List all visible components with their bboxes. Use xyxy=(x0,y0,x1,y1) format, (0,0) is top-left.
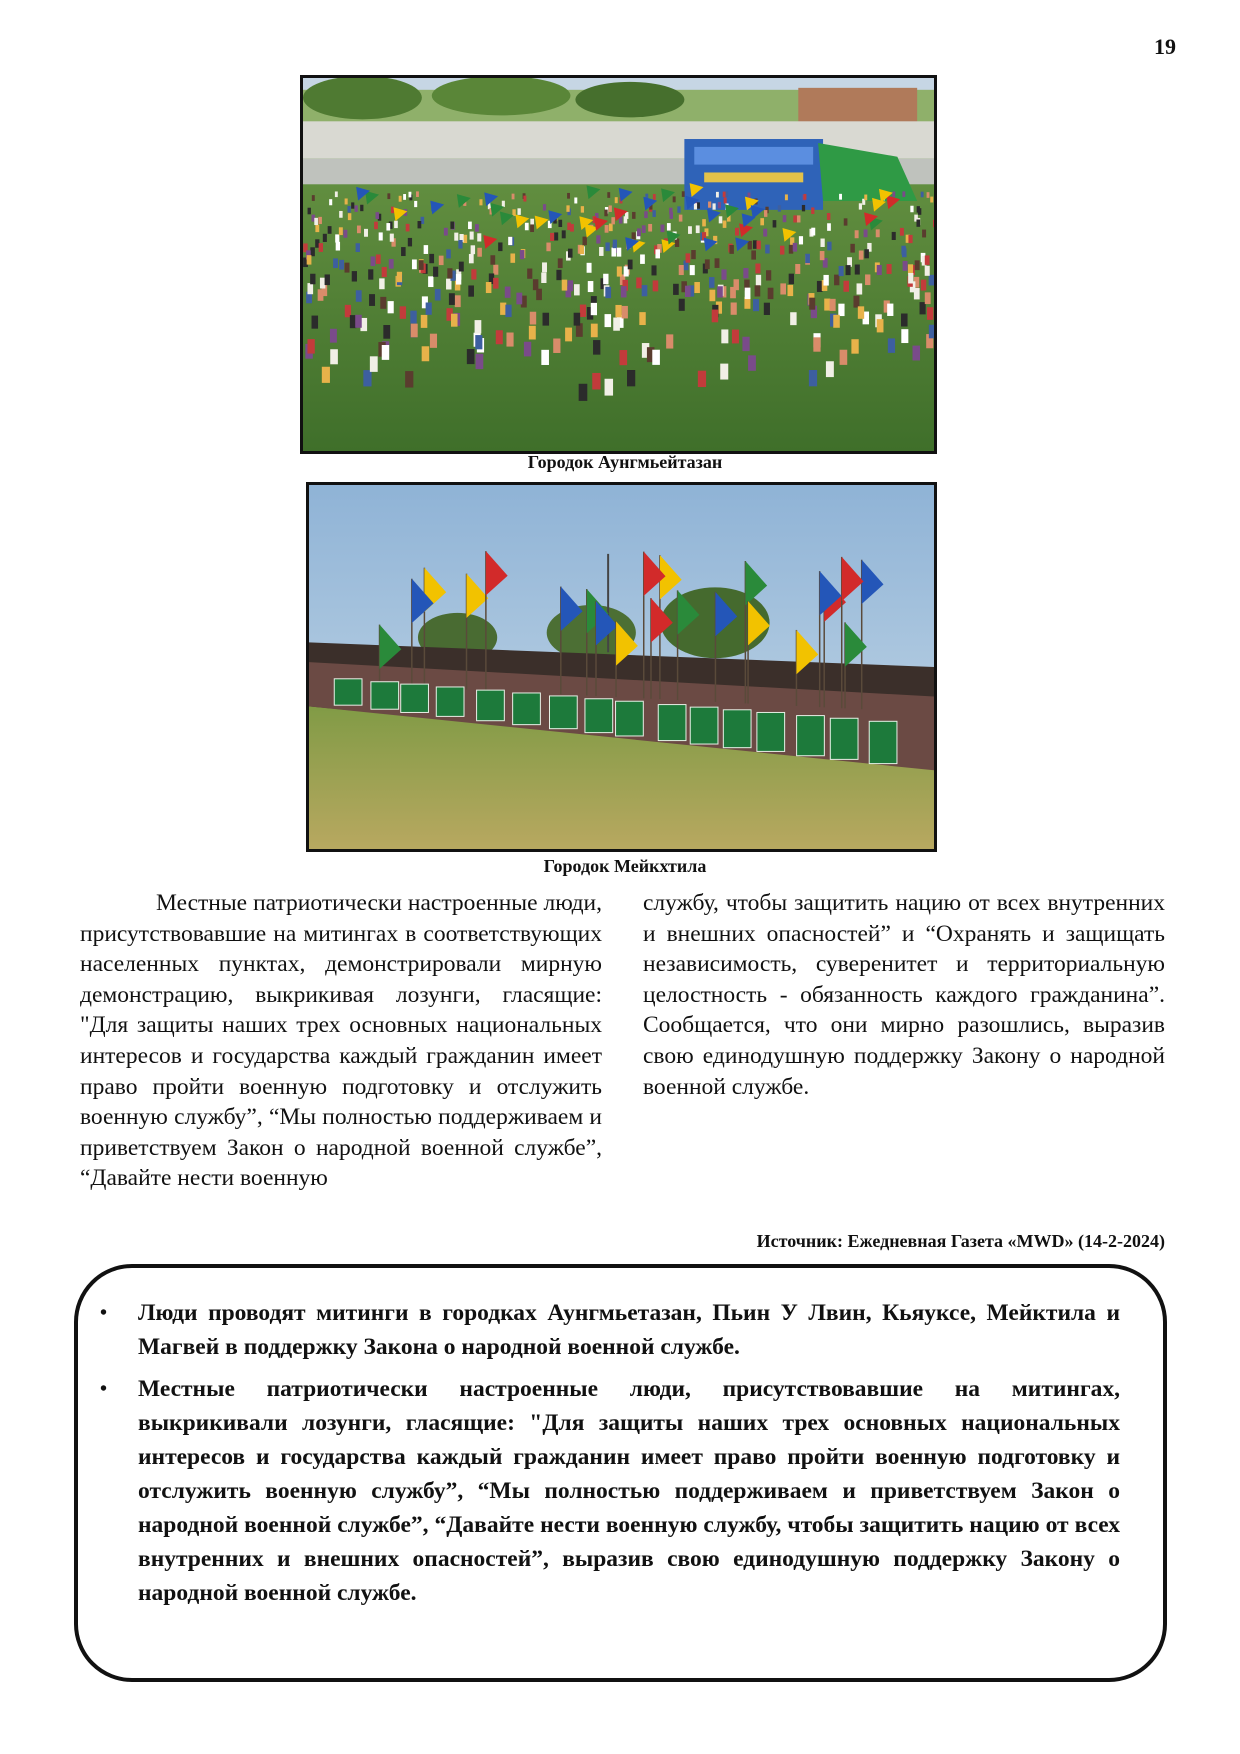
page-number: 19 xyxy=(1154,34,1176,59)
summary-item-text: Люди проводят митинги в городках Аунгмьетазан, Пьин У Лвин, Кьяуксе, Мейктила и Магвей в поддержку Закона о народной военной службе. xyxy=(138,1300,1120,1360)
article-right-column: службу, чтобы защитить нацию от всех внутренних и внешних опасностей” и “Охранять и защищать независимость, суверенитет и территориальную целостность - обязанность каждого гражданина”. Сообщается, что они мирно разошлись, выразив свою единодушную поддержку Закону о народной военной службе. xyxy=(643,890,1165,1100)
bullet-icon: • xyxy=(100,1378,108,1400)
rally-line-photo xyxy=(306,482,937,852)
rally-crowd-with-stage-photo-icon xyxy=(303,78,934,451)
photo-caption: Городок Аунгмьейтазан xyxy=(527,452,723,472)
summary-list xyxy=(100,1296,1120,1618)
summary-item-text: Местные патриотически настроенные люди, присутствовавшие на митингах, выкрикивали лозунги, гласящие: "Для защиты наших трех основных национальных интересов и государства каждый гражданин имеет право пройти военную подготовку и отслужить военную службу”, “Мы полностью поддерживаем и приветствуем Закон о народной военной службе”, “Давайте нести военную службу, чтобы защитить нацию от всех внутренних и внешних опасностей”, выразив свою единодушную поддержку Закону о народной военной службе. xyxy=(138,1376,1120,1606)
article-left-column: Местные патриотически настроенные люди, присутствовавшие на митингах в соответствующих населенных пунктах, демонстрировали мирную демонстрацию, выкрикивая лозунги, гласящие: "Для защиты наших трех основных национальных интересов и государства каждый гражданин имеет право пройти военную подготовку и отслужить военную службу”, “Мы полностью поддерживаем и приветствуем Закон о народной военной службе”, “Давайте нести военную xyxy=(80,890,602,1192)
summary-item xyxy=(100,1372,1120,1610)
bullet-icon: • xyxy=(100,1302,108,1324)
rally-crowd-photo xyxy=(300,75,937,454)
article-source: Источник: Ежедневная Газета «MWD» (14-2-2024) xyxy=(756,1231,1165,1251)
rally-line-with-flags-and-banners-photo-icon xyxy=(309,485,934,849)
photo-caption: Городок Мейкхтила xyxy=(543,856,707,876)
summary-box xyxy=(74,1264,1167,1682)
summary-item xyxy=(100,1296,1120,1364)
